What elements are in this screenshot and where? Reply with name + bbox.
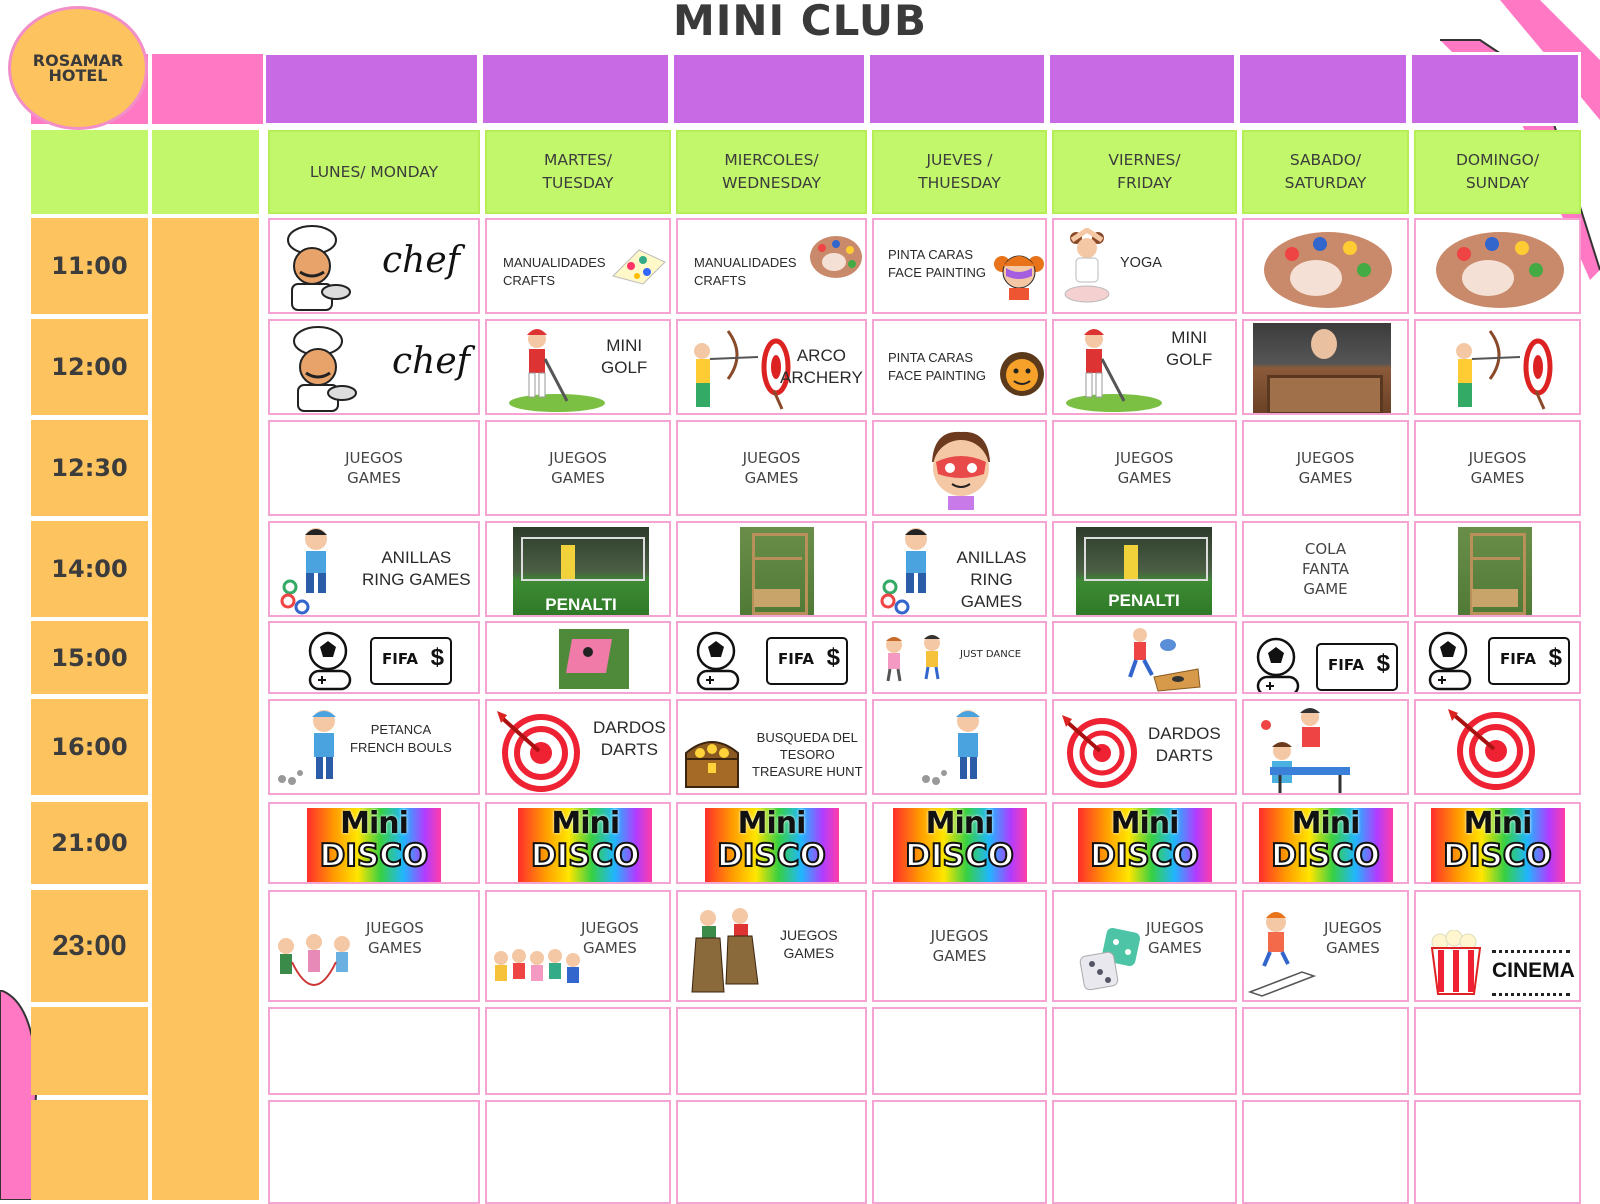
- jump-rope-kids-icon: [274, 928, 356, 1000]
- dice-icon: [1078, 928, 1144, 994]
- fifa-ticket-icon: FIFA $: [1488, 637, 1570, 685]
- darts-label: DARDOS DARTS: [593, 718, 666, 759]
- cell-empty: [1242, 1007, 1409, 1095]
- cell-empty: [1052, 1100, 1237, 1204]
- cell-empty: [485, 1100, 671, 1204]
- face-painting-label: PINTA CARAS FACE PAINTING: [888, 247, 986, 280]
- green-corner-2: [152, 130, 259, 214]
- hopscotch-icon: [1246, 910, 1318, 998]
- cell-sat-2300: [1242, 890, 1409, 1002]
- face-painted-girl-icon: [992, 246, 1046, 302]
- table-game-photo: [1253, 323, 1391, 413]
- day-header-saturday: SABADO/ SATURDAY: [1242, 130, 1409, 214]
- soccer-ball-controller-icon: [304, 631, 356, 691]
- cola-fanta-label: COLA FANTA GAME: [1302, 540, 1349, 598]
- cell-sat-1200: [1242, 319, 1409, 415]
- mini-disco-top-text: Mini: [551, 806, 620, 841]
- cornhole-photo: [559, 629, 629, 689]
- cell-empty: [1414, 1100, 1581, 1204]
- mini-disco-bottom-text: DISCO: [717, 838, 826, 874]
- table-tennis-icon: [1254, 705, 1354, 795]
- cell-sun-1100: [1414, 218, 1581, 314]
- games-label: JUEGOS GAMES: [1296, 449, 1355, 487]
- penalti-photo: [513, 527, 649, 615]
- cell-tue-1230: [485, 420, 671, 516]
- cell-sat-1600: [1242, 699, 1409, 795]
- cell-sat-1400: [1242, 521, 1409, 617]
- cell-sat-1500: [1242, 621, 1409, 694]
- time-1100: 11:00: [31, 218, 148, 314]
- time-2100: 21:00: [31, 802, 148, 884]
- ring-games-label: ANILLAS RING GAMES: [362, 548, 471, 589]
- face-painting-label: PINTA CARAS FACE PAINTING: [888, 350, 986, 383]
- cell-thu-2100: [872, 802, 1047, 884]
- chef-script-text: chef: [382, 240, 460, 281]
- paint-palette-icon: [1426, 224, 1576, 310]
- time-2300: 23:00: [31, 890, 148, 1002]
- archery-icon: [688, 327, 792, 411]
- dartboard-icon: [1440, 705, 1540, 793]
- archery-label: ARCO ARCHERY: [780, 346, 863, 387]
- cell-thu-1200: [872, 319, 1047, 415]
- mini-disco-banner: [1431, 808, 1565, 882]
- yoga-label: YOGA: [1120, 255, 1162, 271]
- mini-disco-banner: [307, 808, 441, 882]
- crafts-label: MANUALIDADES CRAFTS: [503, 255, 606, 288]
- cell-empty: [676, 1100, 867, 1204]
- cell-empty: [485, 1007, 671, 1095]
- mini-disco-top-text: Mini: [1463, 806, 1532, 841]
- cell-fri-1500: [1052, 621, 1237, 694]
- darts-label: DARDOS DARTS: [1148, 724, 1221, 765]
- cell-wed-1600: [676, 699, 867, 795]
- header-corner-divider: [148, 54, 152, 1200]
- header-purple-2: [480, 52, 671, 126]
- day-header-sunday: DOMINGO/ SUNDAY: [1414, 130, 1581, 214]
- tiger-face-icon: [998, 349, 1046, 399]
- cell-fri-2300: [1052, 890, 1237, 1002]
- cell-fri-1100: [1052, 218, 1237, 314]
- fifa-ticket-text: FIFA: [382, 650, 418, 668]
- cornhole-player-icon: [1124, 625, 1204, 693]
- dartboard-icon: [491, 705, 581, 793]
- games-label: JUEGOS GAMES: [1115, 449, 1174, 487]
- cell-empty: [1052, 1007, 1237, 1095]
- mini-disco-bottom-text: DISCO: [530, 838, 640, 874]
- cell-wed-1230: [676, 420, 867, 516]
- paint-palette-icon: [1254, 224, 1404, 310]
- mini-disco-bottom-text: DISCO: [1443, 838, 1552, 874]
- day-header-monday: LUNES/ MONDAY: [268, 130, 480, 214]
- cell-wed-2300: [676, 890, 867, 1002]
- cell-empty: [872, 1100, 1047, 1204]
- cinema-label: CINEMA: [1492, 959, 1575, 982]
- games-label: JUEGOS GAMES: [930, 927, 989, 965]
- orange-column: [152, 218, 259, 1200]
- soccer-ball-controller-icon: [1252, 637, 1304, 694]
- day-header-thursday: JUEVES / THUESDAY: [872, 130, 1047, 214]
- treasure-chest-icon: [680, 731, 744, 791]
- cell-mon-1200: [268, 319, 480, 415]
- mini-disco-banner: [1259, 808, 1393, 882]
- cell-mon-1600: [268, 699, 480, 795]
- petanca-label: PETANCA FRENCH BOULS: [350, 722, 452, 755]
- mini-disco-bottom-text: DISCO: [1271, 838, 1380, 874]
- mini-disco-bottom-text: DISCO: [1090, 838, 1199, 874]
- penalti-photo: [1076, 527, 1212, 615]
- mini-disco-bottom-text: DISCO: [905, 838, 1014, 874]
- penalti-label: PENALTI: [1108, 591, 1180, 610]
- header-purple-3: [671, 52, 867, 126]
- cell-wed-1400: [676, 521, 867, 617]
- cell-fri-1600: [1052, 699, 1237, 795]
- time-1230: 12:30: [31, 420, 148, 516]
- cell-sun-2300: [1414, 890, 1581, 1002]
- cell-thu-1100: [872, 218, 1047, 314]
- chef-icon: [276, 222, 356, 314]
- fifa-ticket-text: FIFA: [1328, 656, 1364, 674]
- mini-disco-top-text: Mini: [1291, 806, 1360, 841]
- cell-tue-1500: [485, 621, 671, 694]
- cell-empty: [268, 1100, 480, 1204]
- archery-icon: [1450, 327, 1554, 411]
- yoga-girl-icon: [1062, 228, 1112, 308]
- just-dance-label: JUST DANCE: [960, 649, 1022, 660]
- time-1600: 16:00: [31, 699, 148, 795]
- mini-golf-label: MINI GOLF: [1166, 328, 1213, 369]
- header-purple-6: [1237, 52, 1409, 126]
- petanque-boy-icon: [274, 707, 354, 791]
- time-1200: 12:00: [31, 319, 148, 415]
- cell-tue-1400: [485, 521, 671, 617]
- mini-disco-banner: [1078, 808, 1212, 882]
- day-header-friday: VIERNES/ FRIDAY: [1052, 130, 1237, 214]
- cell-thu-1500: [872, 621, 1047, 694]
- cell-tue-2100: [485, 802, 671, 884]
- time-empty-1: [31, 1007, 148, 1095]
- treasure-hunt-label: BUSQUEDA DEL TESORO TREASURE HUNT: [752, 730, 863, 779]
- header-purple-1: [263, 52, 480, 126]
- cell-tue-1200: [485, 319, 671, 415]
- dancing-kids-icon: [880, 633, 950, 685]
- cell-sun-2100: [1414, 802, 1581, 884]
- day-header-wednesday: MIERCOLES/ WEDNESDAY: [676, 130, 867, 214]
- paint-palette-icon: [808, 234, 864, 280]
- time-1400: 14:00: [31, 521, 148, 617]
- soccer-ball-controller-icon: [692, 631, 744, 691]
- cell-sun-1600: [1414, 699, 1581, 795]
- mini-disco-top-text: Mini: [340, 806, 408, 841]
- cell-empty: [676, 1007, 867, 1095]
- ladder-toss-photo: [740, 527, 814, 615]
- header-purple-4: [867, 52, 1047, 126]
- cell-thu-1230: [872, 420, 1047, 516]
- crafts-label: MANUALIDADES CRAFTS: [694, 255, 797, 288]
- cell-mon-1100: [268, 218, 480, 314]
- cell-wed-1100: [676, 218, 867, 314]
- cell-mon-1500: [268, 621, 480, 694]
- cell-fri-2100: [1052, 802, 1237, 884]
- hotel-logo: [8, 6, 148, 130]
- fifa-ticket-icon: FIFA $: [1316, 643, 1398, 691]
- cell-mon-1400: [268, 521, 480, 617]
- cell-thu-1400: [872, 521, 1047, 617]
- cell-tue-2300: [485, 890, 671, 1002]
- mini-disco-banner: [518, 808, 652, 882]
- cell-fri-1200: [1052, 319, 1237, 415]
- mini-disco-banner: [705, 808, 839, 882]
- cell-wed-2100: [676, 802, 867, 884]
- cell-wed-1200: [676, 319, 867, 415]
- fifa-ticket-icon: FIFA $: [766, 637, 848, 685]
- games-label: JUEGOS GAMES: [1146, 919, 1204, 957]
- soccer-ball-controller-icon: [1424, 631, 1476, 691]
- games-label: JUEGOS GAMES: [366, 919, 424, 957]
- time-empty-2: [31, 1100, 148, 1200]
- mini-disco-top-text: Mini: [1110, 806, 1179, 841]
- mini-disco-bottom-text: DISCO: [319, 838, 429, 874]
- green-corner-1: [31, 130, 148, 214]
- games-label: JUEGOS GAMES: [1324, 919, 1382, 957]
- cell-thu-1600: [872, 699, 1047, 795]
- fifa-ticket-text: FIFA: [1500, 650, 1536, 668]
- cell-empty: [1242, 1100, 1409, 1204]
- cell-empty: [872, 1007, 1047, 1095]
- cell-sun-1400: [1414, 521, 1581, 617]
- header-purple-7: [1409, 52, 1581, 126]
- games-label: JUEGOS GAMES: [549, 449, 607, 487]
- games-label: JUEGOS GAMES: [581, 919, 639, 957]
- cell-sat-1230: [1242, 420, 1409, 516]
- cell-empty: [268, 1007, 480, 1095]
- cell-sun-1200: [1414, 319, 1581, 415]
- popcorn-icon: [1426, 930, 1486, 996]
- games-label: JUEGOS GAMES: [742, 449, 801, 487]
- mini-golf-icon: [507, 325, 607, 413]
- petanque-boy-icon: [918, 707, 998, 791]
- group-kids-icon: [489, 946, 583, 994]
- games-label: JUEGOS GAMES: [1468, 449, 1527, 487]
- crafts-icon: [609, 242, 669, 286]
- cell-mon-1230: [268, 420, 480, 516]
- sack-race-icon: [688, 908, 764, 994]
- mini-disco-top-text: Mini: [737, 806, 806, 841]
- dartboard-icon: [1058, 711, 1138, 789]
- fifa-ticket-icon: FIFA $: [370, 637, 452, 685]
- cell-mon-2300: [268, 890, 480, 1002]
- face-painted-boy-icon: [926, 428, 996, 512]
- cell-thu-2300: [872, 890, 1047, 1002]
- cinema-sign: [1492, 950, 1575, 996]
- hotel-logo-text: ROSAMAR HOTEL: [32, 51, 124, 85]
- cell-mon-2100: [268, 802, 480, 884]
- ladder-toss-photo: [1458, 527, 1532, 615]
- mini-golf-label: MINI GOLF: [601, 336, 648, 377]
- fifa-ticket-text: FIFA: [778, 650, 814, 668]
- chef-icon: [282, 323, 362, 415]
- mini-disco-banner: [893, 808, 1027, 882]
- cell-sun-1500: [1414, 621, 1581, 694]
- cell-tue-1600: [485, 699, 671, 795]
- mini-golf-icon: [1064, 325, 1164, 413]
- cell-sun-1230: [1414, 420, 1581, 516]
- ring-toss-icon: [276, 525, 352, 615]
- cell-wed-1500: [676, 621, 867, 694]
- cell-fri-1230: [1052, 420, 1237, 516]
- games-label: JUEGOS GAMES: [780, 927, 838, 961]
- header-purple-5: [1047, 52, 1237, 126]
- cell-tue-1100: [485, 218, 671, 314]
- cell-fri-1400: [1052, 521, 1237, 617]
- games-label: JUEGOS GAMES: [345, 449, 403, 487]
- cell-empty: [1414, 1007, 1581, 1095]
- ring-games-label: ANILLAS RING GAMES: [956, 548, 1027, 611]
- penalti-label: PENALTI: [545, 595, 617, 614]
- time-1500: 15:00: [31, 621, 148, 694]
- chef-script-text: chef: [392, 341, 470, 382]
- page-title: MINI CLUB: [672, 0, 928, 45]
- cell-sat-1100: [1242, 218, 1409, 314]
- day-header-tuesday: MARTES/ TUESDAY: [485, 130, 671, 214]
- cell-sat-2100: [1242, 802, 1409, 884]
- mini-disco-top-text: Mini: [925, 806, 994, 841]
